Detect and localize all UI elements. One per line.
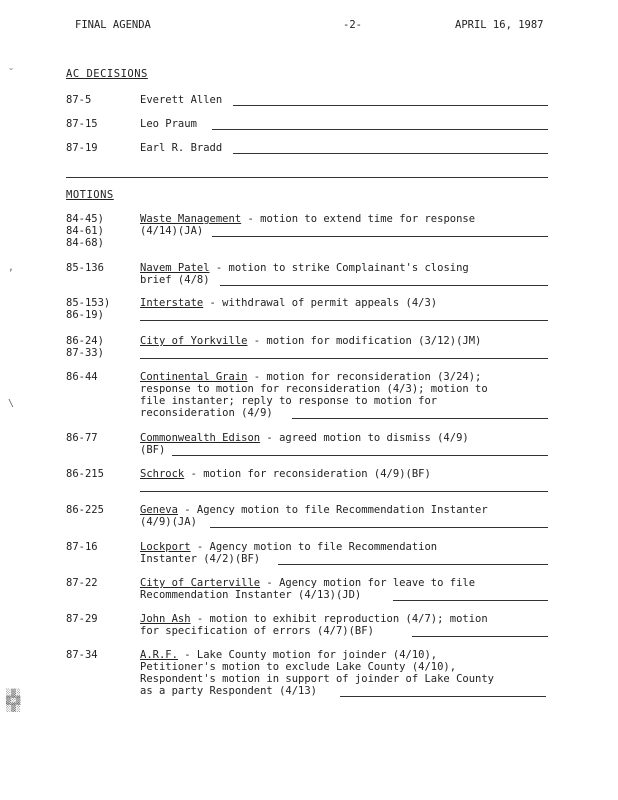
motion-number: 84-45)	[66, 213, 104, 225]
signature-line	[292, 418, 548, 419]
scan-stamp: ░▒░ ▒░▒ ░▒░	[6, 689, 21, 712]
motion-number: 87-16	[66, 541, 98, 553]
motion-number: 86-225	[66, 504, 104, 516]
signature-line	[140, 358, 548, 359]
motion-party: Continental Grain	[140, 371, 248, 383]
motion-number: 87-22	[66, 577, 98, 589]
motion-text: Instanter (4/2)(BF)	[140, 553, 261, 565]
motion-text: Petitioner's motion to exclude Lake County (4/10),	[140, 661, 457, 673]
ac-number: 87-15	[66, 118, 98, 130]
motion-text: Commonwealth Edison - agreed motion to dismiss (4/9)	[140, 432, 469, 444]
ac-number: 87-5	[66, 94, 92, 106]
motion-text: A.R.F. - Lake County motion for joinder (4/10),	[140, 649, 438, 661]
scan-mark: \	[8, 398, 15, 409]
header-left: FINAL AGENDA	[75, 19, 151, 31]
motion-text: John Ash - motion to exhibit reproduction (4/7); motion	[140, 613, 488, 625]
motion-text: Geneva - Agency motion to file Recommendation Instanter	[140, 504, 488, 516]
header-date: APRIL 16, 1987	[455, 19, 544, 31]
motion-text: reconsideration (4/9)	[140, 407, 273, 419]
motion-text: Continental Grain - motion for reconsideration (3/24);	[140, 371, 482, 383]
signature-line	[340, 696, 546, 697]
separator-line	[66, 177, 548, 178]
motion-party: Waste Management	[140, 213, 242, 225]
signature-line	[140, 491, 548, 492]
signature-line	[233, 105, 548, 106]
motion-text: response to motion for reconsideration (4/3); motion to	[140, 383, 488, 395]
section-ac-decisions: AC DECISIONS	[66, 68, 148, 80]
motion-text: Recommendation Instanter (4/13)(JD)	[140, 589, 362, 601]
motion-text: Respondent's motion in support of joinder of Lake County	[140, 673, 495, 685]
page-number: -2-	[343, 19, 362, 31]
motion-text: (4/9)(JA)	[140, 516, 197, 528]
motion-number: 85-136	[66, 262, 104, 274]
signature-line	[233, 153, 548, 154]
motion-text: Schrock - motion for reconsideration (4/9)(BF)	[140, 468, 431, 480]
section-motions: MOTIONS	[66, 189, 114, 201]
motion-number: 86-19)	[66, 309, 104, 321]
motion-party: Lockport	[140, 541, 191, 553]
signature-line	[212, 129, 548, 130]
motion-number: 86-215	[66, 468, 104, 480]
ac-number: 87-19	[66, 142, 98, 154]
signature-line	[210, 527, 548, 528]
motion-text: Interstate - withdrawal of permit appeals (4/3)	[140, 297, 438, 309]
motion-party: Commonwealth Edison	[140, 432, 261, 444]
motion-text: (BF)	[140, 444, 166, 456]
motion-party: Navem Patel	[140, 262, 210, 274]
signature-line	[412, 636, 548, 637]
scan-mark: ˘	[8, 68, 15, 79]
signature-line	[172, 455, 548, 456]
signature-line	[140, 320, 548, 321]
motion-number: 84-68)	[66, 237, 104, 249]
motion-party: City of Carterville	[140, 577, 261, 589]
signature-line	[212, 236, 548, 237]
motion-number: 84-61)	[66, 225, 104, 237]
motion-number: 86-24)	[66, 335, 104, 347]
motion-text: Lockport - Agency motion to file Recommendation	[140, 541, 438, 553]
motion-party: City of Yorkville	[140, 335, 248, 347]
signature-line	[393, 600, 548, 601]
motion-party: Interstate	[140, 297, 204, 309]
motion-number: 86-77	[66, 432, 98, 444]
ac-name: Earl R. Bradd	[140, 142, 223, 154]
motion-number: 86-44	[66, 371, 98, 383]
motion-text: for specification of errors (4/7)(BF)	[140, 625, 374, 637]
ac-name: Leo Praum	[140, 118, 197, 130]
motion-text: City of Yorkville - motion for modification (3/12)(JM)	[140, 335, 482, 347]
motion-text: City of Carterville - Agency motion for leave to file	[140, 577, 476, 589]
motion-party: Geneva	[140, 504, 178, 516]
scan-mark: ‚	[8, 262, 15, 273]
motion-party: John Ash	[140, 613, 191, 625]
motion-text: brief (4/8)	[140, 274, 210, 286]
ac-name: Everett Allen	[140, 94, 223, 106]
motion-text: Navem Patel - motion to strike Complainant's closing	[140, 262, 469, 274]
motion-number: 87-29	[66, 613, 98, 625]
motion-number: 85-153)	[66, 297, 111, 309]
motion-number: 87-34	[66, 649, 98, 661]
motion-party: Schrock	[140, 468, 185, 480]
motion-party: A.R.F.	[140, 649, 178, 661]
motion-text: file instanter; reply to response to motion for	[140, 395, 438, 407]
motion-number: 87-33)	[66, 347, 104, 359]
signature-line	[220, 285, 548, 286]
signature-line	[278, 564, 548, 565]
motion-text: Waste Management - motion to extend time for response	[140, 213, 476, 225]
motion-text: as a party Respondent (4/13)	[140, 685, 318, 697]
motion-text: (4/14)(JA)	[140, 225, 204, 237]
